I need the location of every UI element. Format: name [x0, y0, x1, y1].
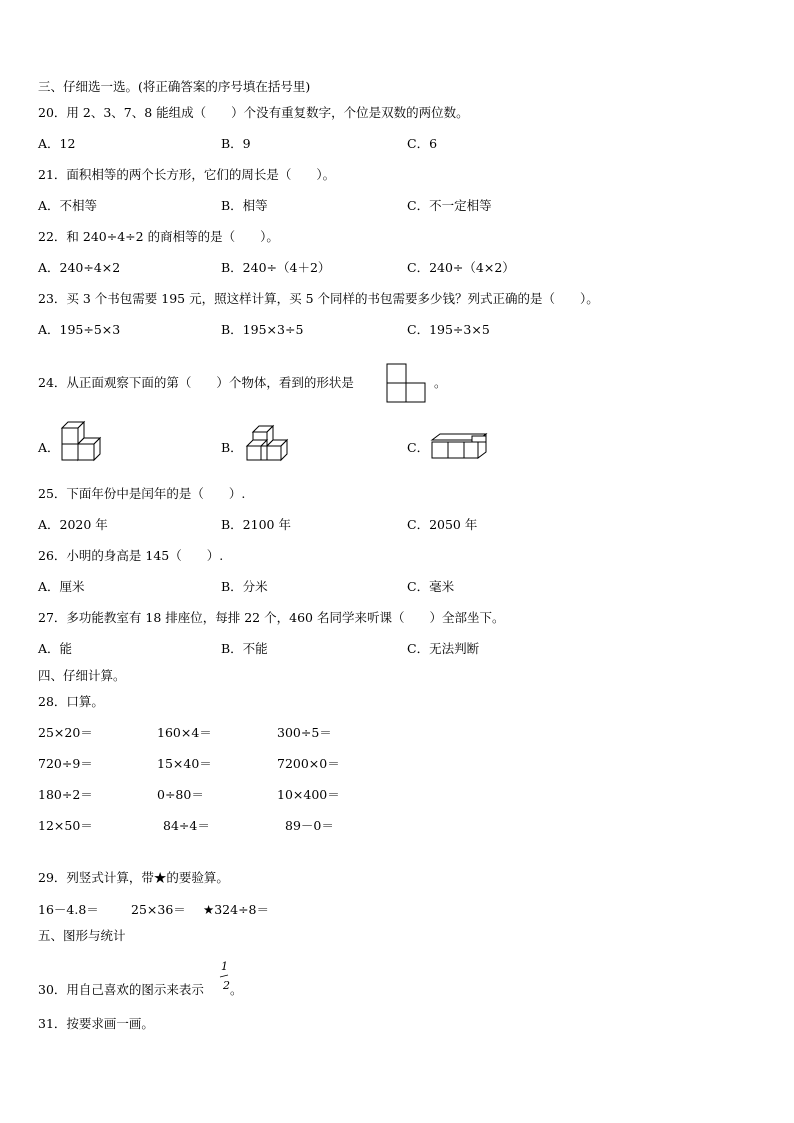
q20-option-b: B．9: [221, 136, 251, 151]
question-24-stem-end: 。: [434, 375, 447, 390]
question-31-stem: 31．按要求画一画。: [38, 1016, 154, 1031]
q22-option-c: C．240÷（4×2）: [407, 260, 515, 275]
vertical-calc-item: 25×36＝: [131, 902, 186, 917]
question-26-stem: 26．小明的身高是 145（ ）.: [38, 548, 224, 563]
question-27-stem: 27．多功能教室有 18 排座位，每排 22 个，460 名同学来听课（ ）全部坐下。: [38, 610, 505, 625]
oral-calc-item: 15×40＝: [157, 756, 212, 771]
q22-option-a: A．240÷4×2: [38, 260, 121, 275]
q24-option-c-cubes-figure: [430, 430, 492, 462]
q26-option-a: A．厘米: [38, 579, 85, 594]
q23-option-c: C．195÷3×5: [407, 322, 490, 337]
oral-calc-item: 25×20＝: [38, 725, 93, 740]
section-3-heading: 三、仔细选一选。(将正确答案的序号填在括号里): [38, 79, 311, 94]
q25-option-a: A．2020 年: [38, 517, 108, 532]
fraction-denominator: 2: [223, 979, 230, 992]
q24-option-a-cubes-figure: [60, 420, 102, 475]
question-24-stem: 24．从正面观察下面的第（ ）个物体，看到的形状是: [38, 375, 354, 390]
oral-calc-item: 0÷80＝: [157, 787, 204, 802]
section-5-heading: 五、图形与统计: [38, 928, 126, 943]
q20-option-c: C．6: [407, 136, 438, 151]
fraction-numerator: 1: [221, 960, 228, 973]
q26-option-b: B．分米: [221, 579, 268, 594]
oral-calc-item: 10×400＝: [277, 787, 340, 802]
q24-option-b-cubes-figure: [243, 424, 293, 470]
q23-option-b: B．195×3÷5: [221, 322, 304, 337]
q21-option-a: A．不相等: [38, 198, 98, 213]
front-view-shape-figure: [386, 363, 428, 403]
q20-option-a: A．12: [38, 136, 76, 151]
question-29-stem: 29．列竖式计算，带★的要验算。: [38, 870, 229, 885]
vertical-calc-item: ★324÷8＝: [203, 902, 269, 917]
oral-calc-item: 84÷4＝: [163, 818, 210, 833]
q22-option-b: B．240÷（4＋2）: [221, 260, 331, 275]
oral-calc-item: 7200×0＝: [277, 756, 340, 771]
q27-option-a: A．能: [38, 641, 73, 656]
oral-calc-item: 300÷5＝: [277, 725, 332, 740]
oral-calc-item: 720÷9＝: [38, 756, 93, 771]
q26-option-c: C．毫米: [407, 579, 455, 594]
question-28-stem: 28．口算。: [38, 694, 104, 709]
section-4-heading: 四、仔细计算。: [38, 668, 126, 683]
q24-option-b: B．: [221, 440, 243, 455]
oral-calc-item: 180÷2＝: [38, 787, 93, 802]
q21-option-c: C．不一定相等: [407, 198, 492, 213]
q27-option-b: B．不能: [221, 641, 268, 656]
question-21-stem: 21．面积相等的两个长方形，它们的周长是（ ）。: [38, 167, 336, 182]
q21-option-b: B．相等: [221, 198, 268, 213]
q25-option-c: C．2050 年: [407, 517, 478, 532]
question-22-stem: 22．和 240÷4÷2 的商相等的是（ ）。: [38, 229, 279, 244]
question-30-stem-end: 。: [230, 982, 243, 997]
question-23-stem: 23．买 3 个书包需要 195 元，照这样计算，买 5 个同样的书包需要多少钱？列式正确的是（ ）。: [38, 291, 599, 306]
oral-calc-item: 160×4＝: [157, 725, 212, 740]
q25-option-b: B．2100 年: [221, 517, 291, 532]
oral-calc-item: 12×50＝: [38, 818, 93, 833]
q27-option-c: C．无法判断: [407, 641, 480, 656]
oral-calc-item: 89－0＝: [285, 818, 334, 833]
vertical-calc-item: 16－4.8＝: [38, 902, 99, 917]
question-25-stem: 25．下面年份中是闰年的是（ ）.: [38, 486, 246, 501]
q24-option-a: A．: [38, 440, 60, 455]
q24-option-c: C．: [407, 440, 430, 455]
question-20-stem: 20．用 2、3、7、8 能组成（ ）个没有重复数字，个位是双数的两位数。: [38, 105, 469, 120]
q23-option-a: A．195÷5×3: [38, 322, 121, 337]
question-30-stem: 30．用自己喜欢的图示来表示: [38, 982, 204, 997]
